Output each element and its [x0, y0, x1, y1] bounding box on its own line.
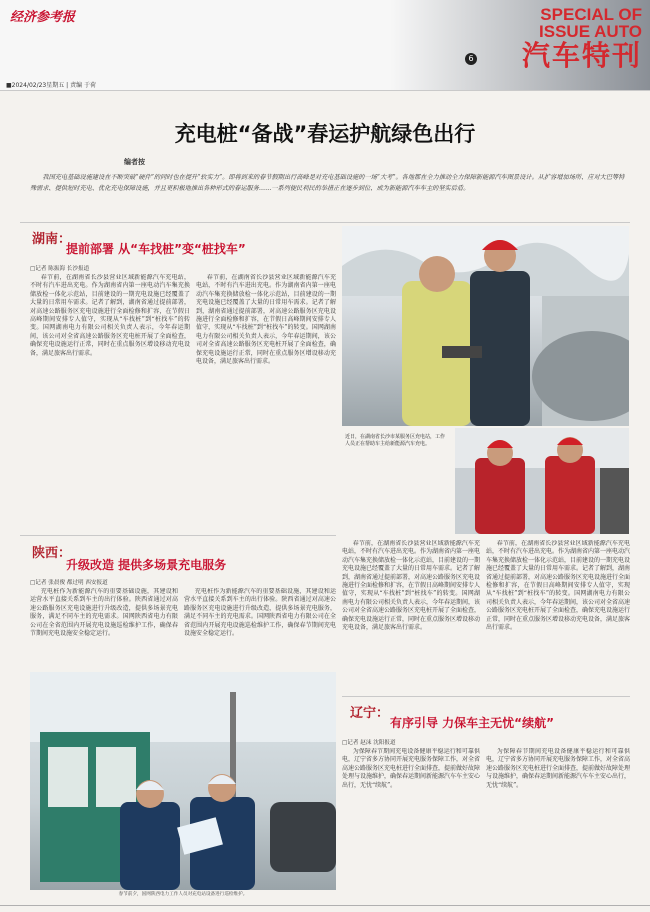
shaanxi-byline: □记者 张晨俊 都过明 西安报道: [30, 580, 108, 586]
staff-photo-illustration: [455, 428, 629, 534]
editor-note-text: 我国充电基础设施建设在不断突破“硬件”的同时也在提升“软实力”。即将到来的春节假期出行高峰是对充电基础设施的一场“大考”。各地都在全力推动全力保障新能源汽车图景设计。从扩容增加场所、应对大巴等特殊需求、提供短时充电、优化充电保障设施，并且更积极地推出各种形式的春运服务……一系列便民利民的举措正在逐步到位、成为新能源汽车车主的坚实后盾。: [30, 174, 625, 192]
hunan-body-col4: 春节前，在湖南省长沙县营业区域新能源汽车充电站，不时有汽车进出充电。作为湖南省内第一座电动汽车集充换储放检一体化示范站，目前建设的一期充电设施已经覆盖了大量的日常用车需求。记者了解到，湖南省通过提前部署，对高速公路服务区充电设施进行全面检修和扩容，在节假日高峰期间安排专人值守，实现从“车找桩”到“桩找车”的转变。国网湖南电力有限公司相关负责人表示，今年春运期间，该公司对全省高速公路服务区充电桩开展了全面检查，确保充电设施运行正常，同时在重点服务区增设移动充电设备，满足旅客出行需求。: [486, 540, 630, 632]
special-line-2: ISSUE AUTO: [539, 22, 642, 41]
dateline: ■2024/02/23星期五 | 责编 于荷: [6, 82, 96, 89]
special-line-1: SPECIAL OF: [540, 5, 642, 24]
hunan-photo-charging: [342, 226, 629, 426]
shaanxi-divider: [20, 535, 336, 536]
hunan-byline: □记者 陈振海 长沙报道: [30, 266, 90, 272]
page-number: 6: [465, 53, 477, 65]
banner-divider: [0, 90, 650, 91]
shaanxi-body-col2: 充电桩作为新能源汽车的重要基础设施，其建设和运营水平直接关系到车主的出行体验。陕西省通过对高速公路服务区充电设施进行升级改造，提供多场景充电服务，满足不同车主的充电需求。国网陕西省电力有限公司在全省范围内开展充电设施巡检维护工作，确保春节期间充电设施安全稳定运行。: [184, 588, 336, 638]
page-bottom-rule: [0, 905, 650, 906]
shaanxi-body-col1: 充电桩作为新能源汽车的重要基础设施，其建设和运营水平直接关系到车主的出行体验。陕西省通过对高速公路服务区充电设施进行升级改造，提供多场景充电服务，满足不同车主的充电需求。国网陕西省电力有限公司在全省范围内开展充电设施巡检维护工作，确保春节期间充电设施安全稳定运行。: [30, 588, 178, 638]
shaanxi-region-label: 陕西：: [32, 546, 72, 561]
liaoning-title: 有序引导 力保车主无忧“续航”: [390, 716, 554, 730]
hunan-body-col1: 春节前，在湖南省长沙县营业区域新能源汽车充电站，不时有汽车进出充电。作为湖南省内第一座电动汽车集充换储放检一体化示范站，目前建设的一期充电设施已经覆盖了大量的日常用车需求。记者了解到，湖南省通过提前部署，对高速公路服务区充电设施进行全面检修和扩容，在节假日高峰期间安排专人值守，实现从“车找桩”到“桩找车”的转变。国网湖南电力有限公司相关负责人表示，今年春运期间，该公司对全省高速公路服务区充电桩开展了全面检查，确保充电设施运行正常，同时在重点服务区增设移动充电设备，满足旅客出行需求。: [30, 274, 190, 357]
editor-note-label: 编者按: [124, 157, 145, 166]
liaoning-region-label: 辽宁：: [350, 706, 390, 721]
intro-divider: [20, 222, 630, 223]
page-headline: 充电桩“备战”春运护航绿色出行: [174, 122, 476, 146]
shaanxi-title: 升级改造 提供多场景充电服务: [66, 558, 227, 572]
hunan-photo-staff: [455, 428, 629, 534]
shaanxi-photo: [30, 672, 336, 890]
liaoning-body-col1: 为保障春节期间充电设备健康平稳运行和可靠供电，辽宁省多方协同开展充电服务保障工作，对全省高速公路服务区充电桩进行全面排查，提前做好故障处理与设施维护，确保春运期间新能源汽车车主安心出行，无忧“续航”。: [342, 748, 480, 789]
liaoning-byline: □记者 赵沫 沈阳报道: [342, 740, 396, 746]
hunan-photo-caption: 近日，在湖南省长沙市某服务区充电站，工作人员正在帮助车主给新能源汽车充电。: [345, 434, 446, 447]
hunan-title: 提前部署 从“车找桩”变“桩找车”: [66, 242, 246, 256]
shaanxi-photo-illustration: [30, 672, 336, 890]
newspaper-logo: 经济参考报: [10, 10, 76, 25]
shaanxi-photo-caption: 春节前夕，国网陕西电力工作人员对充电站设备进行巡检维护。: [118, 892, 248, 897]
hunan-body-col2: 春节前，在湖南省长沙县营业区域新能源汽车充电站，不时有汽车进出充电。作为湖南省内第一座电动汽车集充换储放检一体化示范站，目前建设的一期充电设施已经覆盖了大量的日常用车需求。记者了解到，湖南省通过提前部署，对高速公路服务区充电设施进行全面检修和扩容，在节假日高峰期间安排专人值守，实现从“车找桩”到“桩找车”的转变。国网湖南电力有限公司相关负责人表示，今年春运期间，该公司对全省高速公路服务区充电桩开展了全面检查，确保充电设施运行正常，同时在重点服务区增设移动充电设备，满足旅客出行需求。: [196, 274, 336, 366]
hunan-region-label: 湖南：: [32, 232, 72, 247]
hunan-body-col3: 春节前，在湖南省长沙县营业区域新能源汽车充电站，不时有汽车进出充电。作为湖南省内第一座电动汽车集充换储放检一体化示范站，目前建设的一期充电设施已经覆盖了大量的日常用车需求。记者了解到，湖南省通过提前部署，对高速公路服务区充电设施进行全面检修和扩容，在节假日高峰期间安排专人值守，实现从“车找桩”到“桩找车”的转变。国网湖南电力有限公司相关负责人表示，今年春运期间，该公司对全省高速公路服务区充电桩开展了全面检查，确保充电设施运行正常，同时在重点服务区增设移动充电设备，满足旅客出行需求。: [342, 540, 480, 632]
special-cn: 汽车特刊: [521, 40, 642, 71]
liaoning-body-col2: 为保障春节期间充电设备健康平稳运行和可靠供电，辽宁省多方协同开展充电服务保障工作，对全省高速公路服务区充电桩进行全面排查，提前做好故障处理与设施维护，确保春运期间新能源汽车车主安心出行，无忧“续航”。: [486, 748, 630, 789]
special-issue-title: [482, 6, 642, 72]
liaoning-divider: [342, 696, 630, 697]
photo-illustration: [342, 226, 629, 426]
